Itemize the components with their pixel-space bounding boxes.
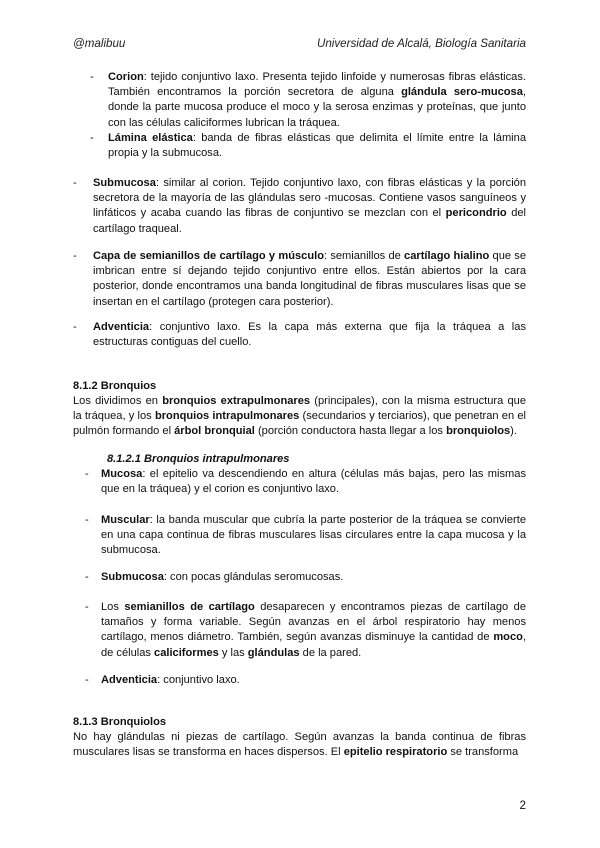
list-item-semianillos: - Capa de semianillos de cartílago y músculo: semianillos de cartílago hialino que se imbrican entre sí dejando tejido conjuntivo entre ellos. Están abiertos por la cara posterior, donde encontramos una banda longitudinal de fibras musculares lisas que se insertan en el cartílago (protegen cara posterior). [73,250,527,308]
term: Adventicia [93,321,150,333]
list-item-adventicia-intra: - Adventicia: conjuntivo laxo. [85,673,526,688]
bullet-dash: - [73,321,77,333]
term: Submucosa [93,177,156,189]
bullet-dash: - [85,601,89,613]
bullet-dash: - [90,132,94,144]
term: Capa de semianillos de cartílago y músculo [93,250,324,262]
bullet-dash: - [85,468,89,480]
list-item-corion: - Corion: tejido conjuntivo laxo. Presenta tejido linfoide y numerosas fibras elásticas. También encontramos la porción secretora de alguna glándula sero-mucosa, donde la parte mucosa produce el moco y la serosa enzimas y proteínas, que junto con las células caliciformes lubrican la tráquea. [90,71,526,129]
term: Submucosa [101,571,164,583]
list-item-mucosa: - Mucosa: el epitelio va descendiendo en altura (células más bajas, pero las mismas que en la tráquea) y el corion es conjuntivo laxo. [85,468,526,496]
list-item-adventicia: - Adventicia: conjuntivo laxo. Es la capa más externa que fija la tráquea a las estructuras contiguas del cuello. [73,321,526,349]
header-course: Universidad de Alcalá, Biología Sanitaria [316,37,526,50]
section-title-bronquios: 8.1.2 Bronquios [73,380,157,392]
list-item-submucosa-intra: - Submucosa: con pocas glándulas seromucosas. [85,570,526,585]
bullet-dash: - [90,71,94,83]
subsection-title: 8.1.2.1 Bronquios intrapulmonares [107,453,290,465]
page-number: 2 [519,799,526,812]
term: semianillos de cartílago [124,601,255,613]
list-item-cartilago: - Los semianillos de cartílago desaparecen y encontramos piezas de cartílago de tamaños y forma variable. Según avanzas en el árbol respiratorio hay menos cartílago, menos diámetro. También, según avanzas disminuye la cantidad de moco, de células caliciformes y las glándulas de la pared. [85,601,526,659]
header-author: @malibuu [73,37,126,50]
term: Mucosa [101,468,143,480]
section-title-bronquiolos: 8.1.3 Bronquiolos [73,716,167,728]
paragraph-bronquiolos: No hay glándulas ni piezas de cartílago. Según avanzas la banda continua de fibras musculares lisas se transforma en haces dispersos. El epitelio respiratorio se transforma [73,731,526,759]
list-item-lamina-elastica: - Lámina elástica: banda de fibras elásticas que delimita el límite entre la lámina propia y la submucosa. [90,132,526,160]
term: Muscular [101,514,150,526]
bullet-dash: - [73,250,77,262]
paragraph-bronquios: Los dividimos en bronquios extrapulmonares (principales), con la misma estructura que la tráquea, y los bronquios intrapulmonares (secundarios y terciarios), que penetran en el pulmón formando el árbol bronquial (porción conductora hasta llegar a los bronquiolos). [73,395,527,438]
list-item-submucosa: - Submucosa: similar al corion. Tejido conjuntivo laxo, con fibras elásticas y la porción secretora de la mayoría de las glándulas sero -mucosas. Contiene vasos sanguíneos y linfáticos y acaba cuando las fibras de conjuntivo se mezclan con el pericondrio del cartílago traqueal. [73,177,527,235]
bullet-dash: - [85,514,89,526]
list-item-muscular: - Muscular: la banda muscular que cubría la parte posterior de la tráquea se convierte en una capa continua de fibras musculares lisas circulares entre la capa mucosa y la submucosa. [85,514,526,557]
term: Adventicia [101,674,158,686]
term: Lámina elástica [108,132,193,144]
bullet-dash: - [73,177,77,189]
term: Corion [108,71,144,83]
bullet-dash: - [85,674,89,686]
bullet-dash: - [85,571,89,583]
